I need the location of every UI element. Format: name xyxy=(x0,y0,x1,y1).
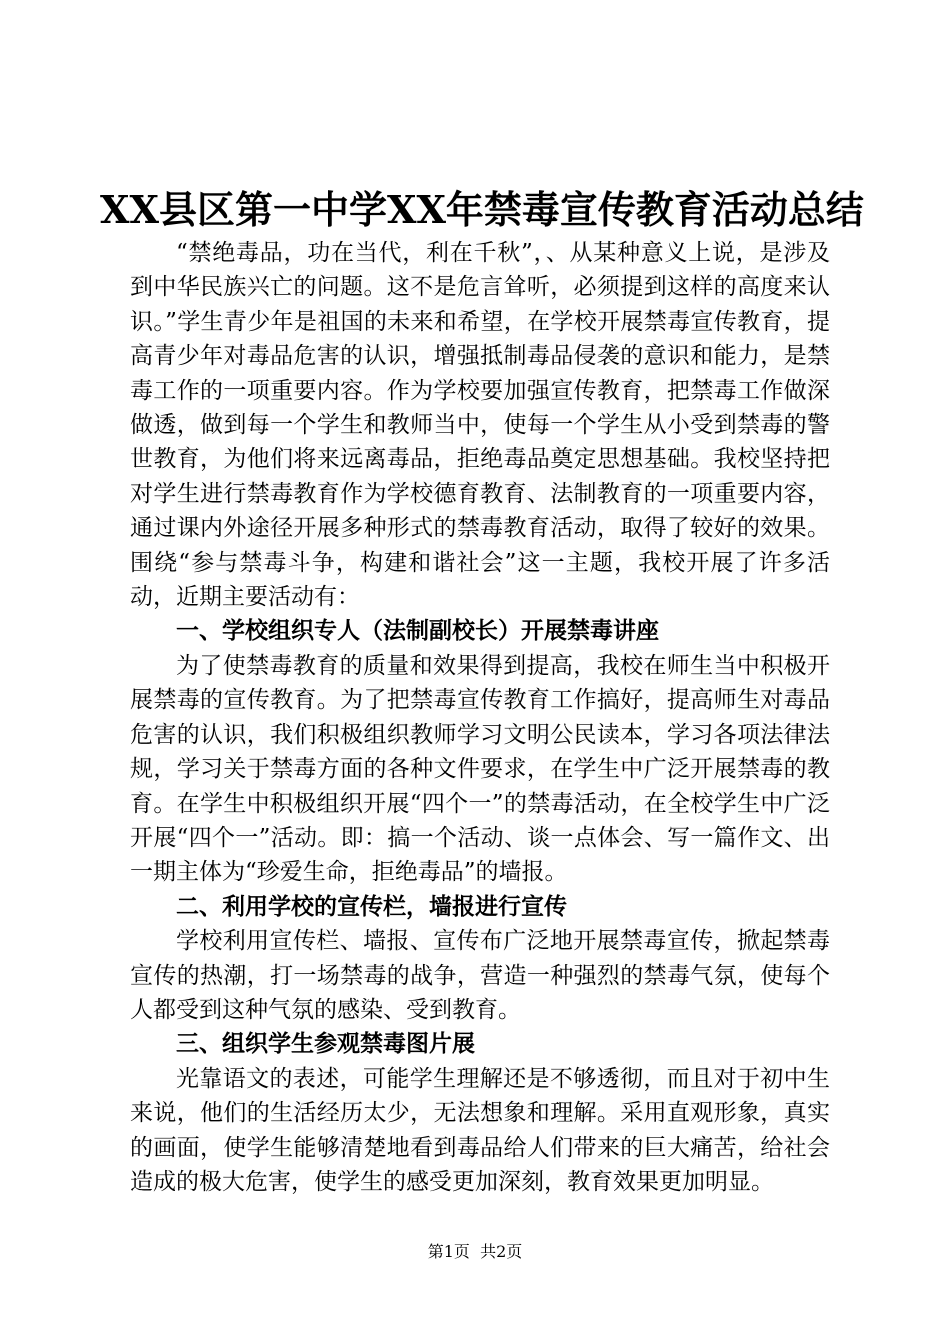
intro-paragraph: “禁绝毒品，功在当代，利在千秋”，、从某种意义上说，是涉及到中华民族兴亡的问题。这不是危言耸听，必须提到这样的高度来认识。”学生青少年是祖国的未来和希望，在学校开展禁毒宣传教育，提高青少年对毒品危害的认识，增强抵制毒品侵袭的意识和能力，是禁毒工作的一项重要内容。作为学校要加强宣传教育，把禁毒工作做深做透，做到每一个学生和教师当中，使每一个学生从小受到禁毒的警世教育，为他们将来远离毒品，拒绝毒品奠定思想基础。我校坚持把对学生进行禁毒教育作为学校德育教育、法制教育的一项重要内容，通过课内外途径开展多种形式的禁毒教育活动，取得了较好的效果。围绕“参与禁毒斗争，构建和谐社会”这一主题，我校开展了许多活动，近期主要活动有： xyxy=(130,240,830,611)
section-heading-2: 二、利用学校的宣传栏，墙报进行宣传 xyxy=(176,892,567,920)
section-heading-3: 三、组织学生参观禁毒图片展 xyxy=(176,1030,475,1058)
section-paragraph-3: 光靠语文的表述，可能学生理解还是不够透彻，而且对于初中生来说，他们的生活经历太少，无法想象和理解。采用直观形象，真实的画面，使学生能够清楚地看到毒品给人们带来的巨大痛苦，给社会造成的极大危害，使学生的感受更加深刻，教育效果更加明显。 xyxy=(130,1065,830,1195)
page-footer: 第1页 共2页 xyxy=(427,1242,523,1261)
section-paragraph-2: 学校利用宣传栏、墙报、宣传布广泛地开展禁毒宣传，掀起禁毒宣传的热潮，打一场禁毒的战争，营造一种强烈的禁毒气氛，使每个人都受到这种气氛的感染、受到教育。 xyxy=(130,928,830,1023)
document-body xyxy=(130,236,830,1199)
section-paragraph-1: 为了使禁毒教育的质量和效果得到提高，我校在师生当中积极开展禁毒的宣传教育。为了把禁毒宣传教育工作搞好，提高师生对毒品危害的认识，我们积极组织教师学习文明公民读本，学习各项法律法规，学习关于禁毒方面的各种文件要求，在学生中广泛开展禁毒的教育。在学生中积极组织开展“四个一”的禁毒活动，在全校学生中广泛开展“四个一”活动。即：搞一个活动、谈一点体会、写一篇作文、出一期主体为“珍爱生命，拒绝毒品”的墙报。 xyxy=(130,652,830,886)
document-title: XX县区第一中学XX年禁毒宣传教育活动总结 xyxy=(100,187,864,232)
section-heading-1: 一、学校组织专人（法制副校长）开展禁毒讲座 xyxy=(176,617,659,645)
